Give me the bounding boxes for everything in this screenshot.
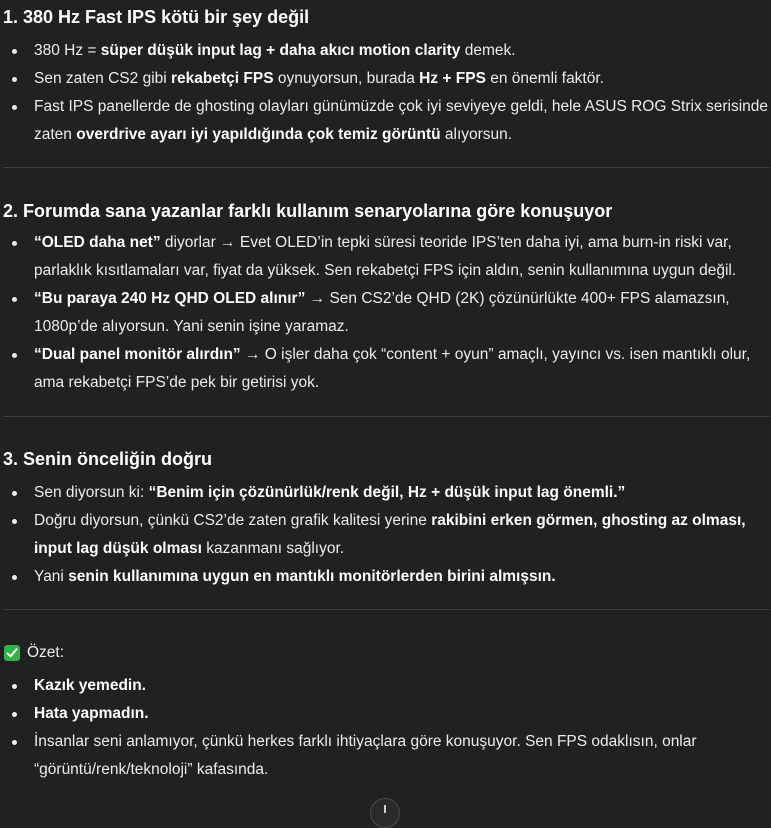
bold-text: Kazık yemedin. xyxy=(34,677,146,694)
section-1-list xyxy=(3,37,769,149)
text-run: 380 Hz = xyxy=(34,42,101,59)
bold-text: “Bu paraya 240 Hz QHD OLED alınır” xyxy=(34,290,306,307)
bold-text: rakibini erken görmen, ghosting az olması, input lag düşük olması xyxy=(34,512,746,557)
section-forum xyxy=(3,199,769,397)
bold-text: rekabetçi FPS xyxy=(171,70,274,87)
text-run: kazanmanı sağlıyor. xyxy=(201,540,345,557)
section-summary xyxy=(3,642,769,784)
summary-heading xyxy=(3,642,769,664)
bold-text: overdrive ayarı iyi yapıldığında çok temiz görüntü xyxy=(76,126,441,143)
section-priority xyxy=(3,447,769,591)
text-run: Fast IPS panellerde de ghosting olayları günümüzde çok iyi seviyeye geldi, hele ASUS ROG Strix serisinde zaten xyxy=(34,98,769,143)
divider xyxy=(3,167,769,168)
text-run: demek. xyxy=(460,42,516,59)
list-item xyxy=(3,700,769,728)
divider xyxy=(3,609,769,610)
check-mark-icon xyxy=(4,645,20,661)
list-item xyxy=(3,341,769,397)
summary-list xyxy=(3,672,769,784)
bold-text: Hz + FPS xyxy=(419,70,486,87)
text-run: en önemli faktör. xyxy=(485,70,604,87)
list-item xyxy=(3,563,769,591)
section-2-title: 2. Forumda sana yazanlar farklı kullanım senaryolarına göre konuşuyor xyxy=(3,201,613,221)
summary-label: Özet: xyxy=(27,644,65,661)
bold-text: “OLED daha net” xyxy=(34,234,161,251)
bold-text: süper düşük input lag + daha akıcı motion clarity xyxy=(100,42,461,59)
text-run: alıyorsun. xyxy=(440,126,513,143)
text-run: oynuyorsun, burada xyxy=(273,70,420,87)
text-run: → O işler daha çok “content + oyun” amaçlı, yayıncı vs. isen mantıklı olur, ama rekabetçi FPS’de pek bir getirisi yok. xyxy=(34,346,751,391)
list-item xyxy=(3,229,769,285)
list-item xyxy=(3,93,769,149)
list-item xyxy=(3,65,769,93)
section-2-list xyxy=(3,229,769,397)
text-run: → Sen CS2’de QHD (2K) çözünürlükte 400+ FPS alamazsın, 1080p’de alıyorsun. Yani senin işine yaramaz. xyxy=(34,290,730,335)
list-item xyxy=(3,507,769,563)
divider xyxy=(3,416,769,417)
text-run: Yani xyxy=(34,568,69,585)
bold-text: senin kullanımına uygun en mantıklı monitörlerden birini almışsın. xyxy=(68,568,556,585)
bold-text: “Dual panel monitör alırdın” xyxy=(34,346,241,363)
text-run: diyorlar → Evet OLED’in tepki süresi teoride IPS’ten daha iyi, ama burn-in riski var, parlaklık kısıtlamaları var, fiyat da yüksek. Sen rekabetçi FPS için aldın, senin kullanımına uygun değil. xyxy=(34,234,737,279)
section-3-list xyxy=(3,479,769,591)
section-380hz xyxy=(3,5,769,149)
bold-text: “Benim için çözünürlük/renk değil, Hz + düşük input lag önemli.” xyxy=(148,484,626,501)
list-item xyxy=(3,728,769,784)
list-item xyxy=(3,37,769,65)
text-run: Sen diyorsun ki: xyxy=(34,484,149,501)
text-run: Sen zaten CS2 gibi xyxy=(34,70,172,87)
bold-text: Hata yapmadın. xyxy=(34,705,149,722)
list-item xyxy=(3,672,769,700)
section-1-title: 1. 380 Hz Fast IPS kötü bir şey değil xyxy=(3,7,310,27)
text-run: Doğru diyorsun, çünkü CS2’de zaten grafik kalitesi yerine xyxy=(34,512,432,529)
chat-message-content xyxy=(3,0,769,784)
scroll-down-button[interactable] xyxy=(370,798,400,828)
section-3-title: 3. Senin önceliğin doğru xyxy=(3,449,213,469)
list-item xyxy=(3,479,769,507)
list-item xyxy=(3,285,769,341)
text-run: İnsanlar seni anlamıyor, çünkü herkes farklı ihtiyaçlara göre konuşuyor. Sen FPS odaklısın, onlar “görüntü/renk/teknoloji” kafasında. xyxy=(34,733,697,778)
